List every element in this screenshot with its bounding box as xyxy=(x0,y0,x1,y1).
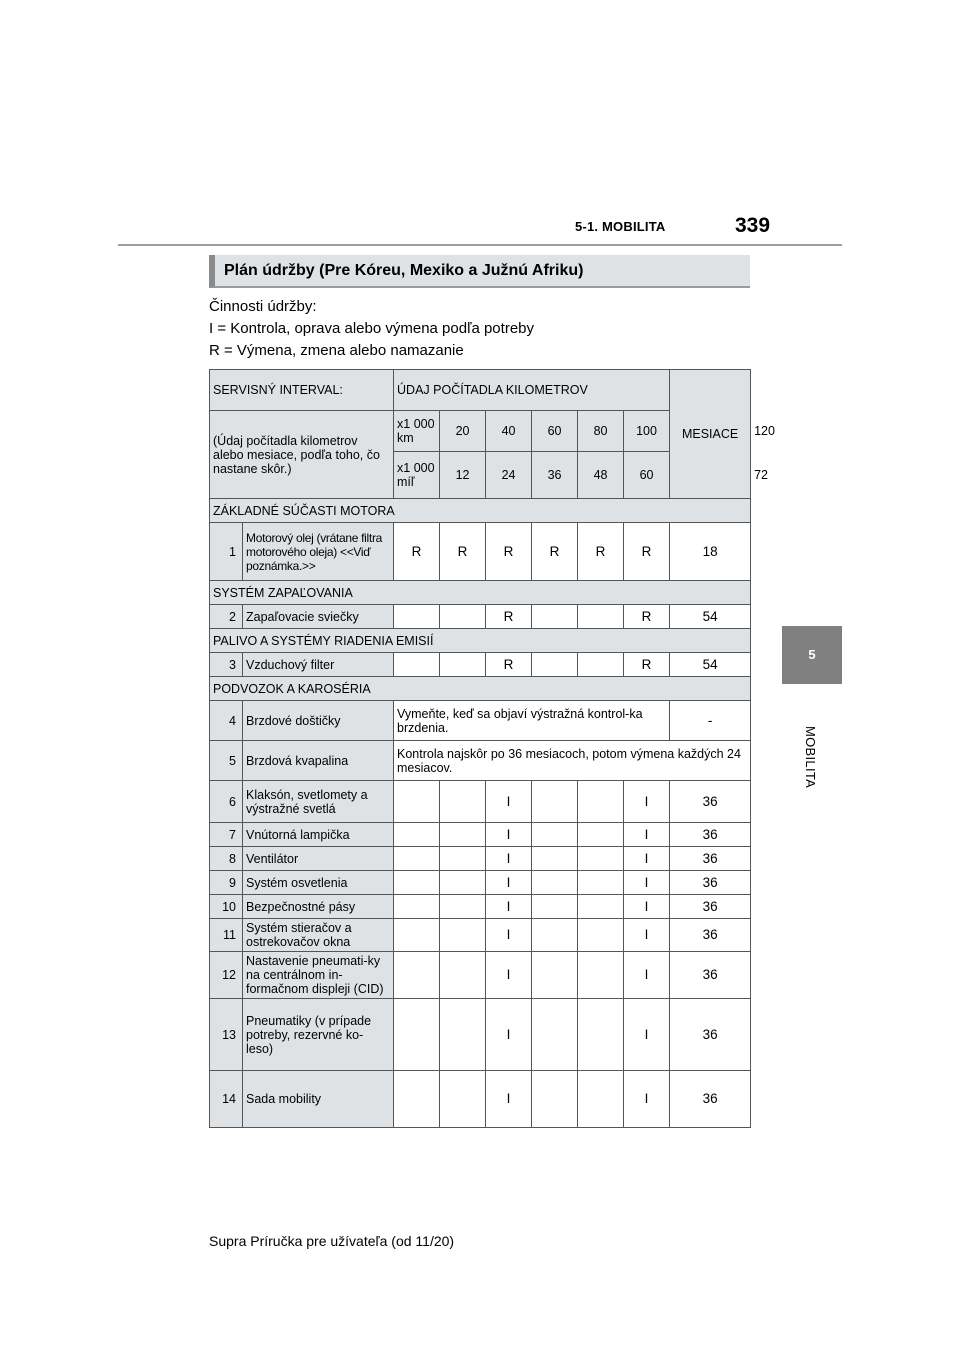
item-name: Bezpečnostné pásy xyxy=(243,895,394,919)
interval-cell xyxy=(532,781,578,823)
item-months: 18 xyxy=(670,523,751,581)
interval-cell: R xyxy=(394,523,440,581)
interval-cell: I xyxy=(624,952,670,999)
interval-cell xyxy=(394,895,440,919)
item-row xyxy=(210,1071,751,1128)
section-row xyxy=(210,581,751,605)
interval-cell xyxy=(532,999,578,1071)
interval-cell xyxy=(578,952,624,999)
item-number: 9 xyxy=(210,871,243,895)
interval-cell: I xyxy=(624,895,670,919)
section-row xyxy=(210,499,751,523)
interval-cell: I xyxy=(486,919,532,952)
interval-cell xyxy=(532,823,578,847)
section-title: PALIVO A SYSTÉMY RIADENIA EMISIÍ xyxy=(210,629,751,653)
table-header-row xyxy=(210,370,751,411)
item-months: 54 xyxy=(670,605,751,629)
interval-cell xyxy=(578,999,624,1071)
section-title: SYSTÉM ZAPAĽOVANIA xyxy=(210,581,751,605)
item-number: 11 xyxy=(210,919,243,952)
item-row xyxy=(210,781,751,823)
section-row xyxy=(210,629,751,653)
item-number: 5 xyxy=(210,741,243,781)
item-name: Nastavenie pneumati-ky na centrálnom in-formačnom displeji (CID) xyxy=(243,952,394,999)
chapter-side-label-text: MOBILITA xyxy=(803,726,818,789)
item-row xyxy=(210,999,751,1071)
item-name: Vnútorná lampička xyxy=(243,823,394,847)
maintenance-schedule-table xyxy=(209,369,775,1128)
interval-cell xyxy=(578,847,624,871)
item-row xyxy=(210,653,751,677)
interval-cell: I xyxy=(486,1071,532,1128)
item-row xyxy=(210,741,751,781)
item-months: 36 xyxy=(670,871,751,895)
item-row xyxy=(210,895,751,919)
item-months: 36 xyxy=(670,919,751,952)
item-row xyxy=(210,701,751,741)
legend-inspect: I = Kontrola, oprava alebo výmena podľa potreby xyxy=(209,320,534,337)
legend-title: Činnosti údržby: xyxy=(209,298,317,315)
interval-cell: I xyxy=(486,952,532,999)
interval-cell xyxy=(532,919,578,952)
interval-cell xyxy=(532,895,578,919)
chapter-tab[interactable]: 5 xyxy=(782,626,842,684)
item-number: 12 xyxy=(210,952,243,999)
item-name: Ventilátor xyxy=(243,847,394,871)
section-row xyxy=(210,677,751,701)
header-divider xyxy=(118,244,842,246)
item-name: Motorový olej (vrátane filtra motorového oleja) <<Viď poznámka.>> xyxy=(243,523,394,581)
item-name: Pneumatiky (v prípade potreby, rezervné ko-leso) xyxy=(243,999,394,1071)
item-months: 36 xyxy=(670,952,751,999)
interval-cell xyxy=(440,871,486,895)
interval-cell xyxy=(440,895,486,919)
odometer-note: (Údaj počítadla kilometrov alebo mesiace, podľa toho, čo nastane skôr.) xyxy=(210,411,394,499)
interval-cell xyxy=(532,605,578,629)
km-value: 100 xyxy=(624,411,670,452)
item-months: 36 xyxy=(670,1071,751,1128)
item-number: 2 xyxy=(210,605,243,629)
interval-cell xyxy=(578,653,624,677)
item-name: Systém stieračov a ostrekovačov okna xyxy=(243,919,394,952)
section-heading: Plán údržby (Pre Kóreu, Mexiko a Južnú Afriku) xyxy=(209,255,750,288)
interval-cell xyxy=(394,605,440,629)
item-note: Kontrola najskôr po 36 mesiacoch, potom výmena každých 24 mesiacov. xyxy=(394,741,751,781)
km-value: 20 xyxy=(440,411,486,452)
interval-cell xyxy=(394,999,440,1071)
interval-cell xyxy=(394,871,440,895)
km-value: 40 xyxy=(486,411,532,452)
item-months: 36 xyxy=(670,781,751,823)
service-interval-label: SERVISNÝ INTERVAL: xyxy=(210,370,394,411)
interval-cell xyxy=(532,847,578,871)
item-row xyxy=(210,605,751,629)
interval-cell xyxy=(394,781,440,823)
interval-cell: R xyxy=(532,523,578,581)
interval-cell: I xyxy=(624,871,670,895)
item-note: Vymeňte, keď sa objaví výstražná kontrol-ka brzdenia. xyxy=(394,701,670,741)
item-name: Zapaľovacie sviečky xyxy=(243,605,394,629)
item-months: - xyxy=(670,701,751,741)
interval-cell: I xyxy=(624,781,670,823)
mile-value: 12 xyxy=(440,452,486,499)
item-number: 13 xyxy=(210,999,243,1071)
item-row xyxy=(210,823,751,847)
item-name: Brzdové doštičky xyxy=(243,701,394,741)
interval-cell xyxy=(440,952,486,999)
interval-cell: I xyxy=(624,919,670,952)
interval-cell: I xyxy=(624,1071,670,1128)
interval-cell xyxy=(578,919,624,952)
interval-cell xyxy=(578,781,624,823)
table-body xyxy=(210,370,775,1128)
item-name: Vzduchový filter xyxy=(243,653,394,677)
item-number: 4 xyxy=(210,701,243,741)
item-number: 14 xyxy=(210,1071,243,1128)
item-row xyxy=(210,919,751,952)
mile-value: 60 xyxy=(624,452,670,499)
mile-value: 48 xyxy=(578,452,624,499)
interval-cell xyxy=(440,781,486,823)
item-months: 36 xyxy=(670,847,751,871)
item-months: 36 xyxy=(670,895,751,919)
interval-cell xyxy=(440,1071,486,1128)
item-name: Sada mobility xyxy=(243,1071,394,1128)
item-row xyxy=(210,952,751,999)
item-months: 54 xyxy=(670,653,751,677)
mile-unit: x1 000 míľ xyxy=(394,452,440,499)
interval-cell: R xyxy=(624,605,670,629)
item-row xyxy=(210,523,751,581)
header-section-title: 5-1. MOBILITA xyxy=(575,219,666,234)
interval-cell: I xyxy=(624,999,670,1071)
interval-cell xyxy=(578,823,624,847)
interval-cell: I xyxy=(486,823,532,847)
interval-cell xyxy=(440,653,486,677)
section-title: ZÁKLADNÉ SÚČASTI MOTORA xyxy=(210,499,751,523)
interval-cell xyxy=(394,847,440,871)
interval-cell xyxy=(394,919,440,952)
interval-cell xyxy=(440,847,486,871)
interval-cell xyxy=(578,871,624,895)
interval-cell xyxy=(578,605,624,629)
interval-cell xyxy=(440,919,486,952)
mile-value: 24 xyxy=(486,452,532,499)
item-number: 10 xyxy=(210,895,243,919)
interval-cell: I xyxy=(486,871,532,895)
item-number: 3 xyxy=(210,653,243,677)
interval-cell xyxy=(532,1071,578,1128)
legend-replace: R = Výmena, zmena alebo namazanie xyxy=(209,342,464,359)
item-name: Brzdová kvapalina xyxy=(243,741,394,781)
item-row xyxy=(210,871,751,895)
interval-cell: R xyxy=(486,653,532,677)
interval-cell xyxy=(394,823,440,847)
interval-cell xyxy=(440,605,486,629)
interval-cell: I xyxy=(486,781,532,823)
interval-cell: R xyxy=(624,523,670,581)
item-months: 36 xyxy=(670,823,751,847)
interval-cell: I xyxy=(486,999,532,1071)
km-unit: x1 000 km xyxy=(394,411,440,452)
interval-cell xyxy=(394,1071,440,1128)
interval-cell xyxy=(578,1071,624,1128)
interval-cell xyxy=(578,895,624,919)
km-value: 60 xyxy=(532,411,578,452)
interval-cell xyxy=(394,952,440,999)
mile-row: x1 000 míľ 12 24 36 48 60 72 xyxy=(210,452,751,499)
interval-cell: R xyxy=(578,523,624,581)
chapter-side-label xyxy=(780,728,840,798)
item-row xyxy=(210,847,751,871)
interval-cell xyxy=(532,871,578,895)
item-number: 1 xyxy=(210,523,243,581)
interval-cell xyxy=(532,653,578,677)
interval-cell: R xyxy=(486,605,532,629)
months-label: MESIACE xyxy=(670,370,751,499)
page-number: 339 xyxy=(735,214,771,237)
section-title: PODVOZOK A KAROSÉRIA xyxy=(210,677,751,701)
item-number: 6 xyxy=(210,781,243,823)
item-months: 36 xyxy=(670,999,751,1071)
interval-cell: I xyxy=(624,847,670,871)
interval-cell: R xyxy=(440,523,486,581)
interval-cell xyxy=(394,653,440,677)
interval-cell xyxy=(532,952,578,999)
km-value: 80 xyxy=(578,411,624,452)
interval-cell: I xyxy=(624,823,670,847)
mile-value: 36 xyxy=(532,452,578,499)
interval-cell xyxy=(440,823,486,847)
odometer-label: ÚDAJ POČÍTADLA KILOMETROV xyxy=(394,370,670,411)
interval-cell: R xyxy=(624,653,670,677)
footer-text: Supra Príručka pre užívateľa (od 11/20) xyxy=(209,1233,455,1249)
km-row: (Údaj počítadla kilometrov alebo mesiace, podľa toho, čo nastane skôr.) x1 000 km 20 40 60 80 100 120 xyxy=(210,411,751,452)
interval-cell: I xyxy=(486,895,532,919)
interval-cell xyxy=(440,999,486,1071)
item-name: Klaksón, svetlomety a výstražné svetlá xyxy=(243,781,394,823)
item-number: 7 xyxy=(210,823,243,847)
interval-cell: R xyxy=(486,523,532,581)
item-number: 8 xyxy=(210,847,243,871)
interval-cell: I xyxy=(486,847,532,871)
item-name: Systém osvetlenia xyxy=(243,871,394,895)
